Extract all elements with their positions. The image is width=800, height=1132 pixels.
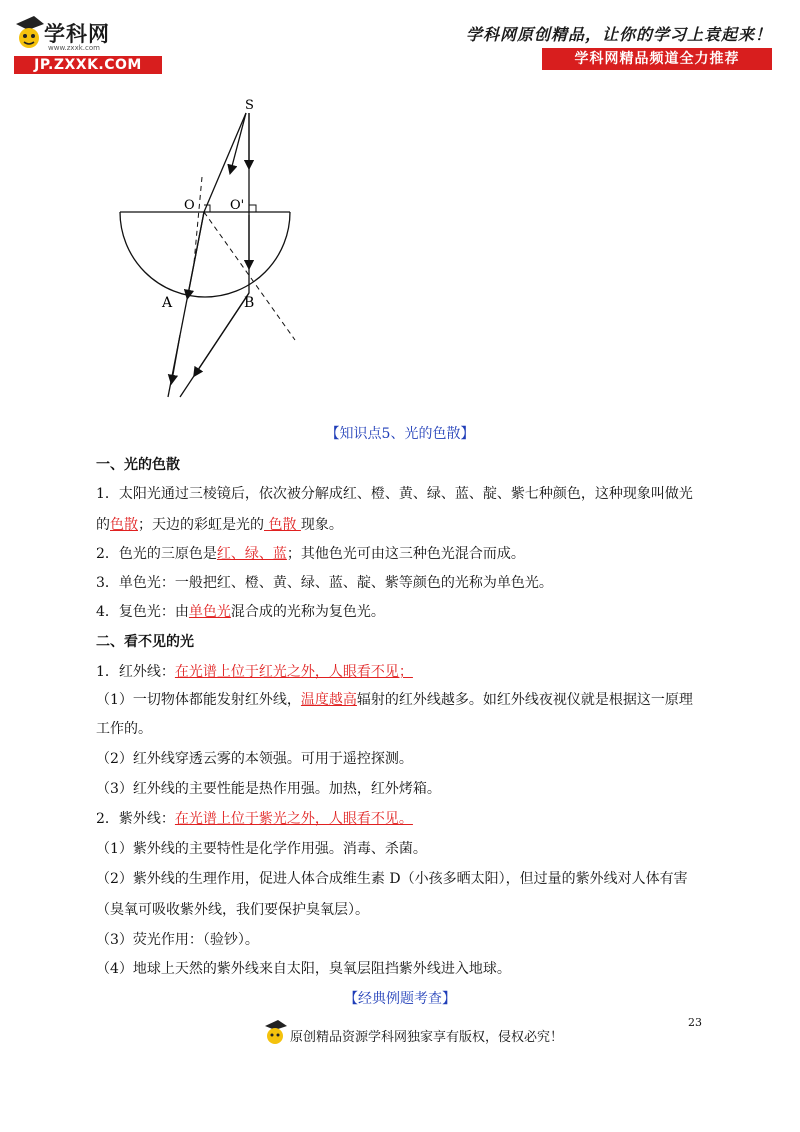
uv-point4: （4）地球上天然的紫外线来自太阳，臭氧层阻挡紫外线进入地球。 (96, 961, 511, 977)
refraction-diagram (100, 95, 310, 405)
uv-point1: （1）紫外线的主要特性是化学作用强。消毒、杀菌。 (96, 841, 427, 857)
ir-line: 1．红外线：在光谱上位于红光之外，人眼看不见； (96, 664, 413, 680)
logo-url: JP.ZXXK.COM (14, 56, 162, 74)
uv-line: 2．紫外线：在光谱上位于紫光之外，人眼看不见。 (96, 811, 413, 827)
header-slogan: 学科网原创精品，让你的学习上袁起来！ (465, 25, 772, 44)
ir-point2: （2）红外线穿透云雾的本领强。可用于遥控探测。 (96, 751, 413, 767)
channel-banner: 学科网精品频道全力推荐 (542, 48, 772, 70)
example-title: 【经典例题考查】 (344, 991, 456, 1007)
page-number: 23 (688, 1016, 702, 1029)
label-s: S (245, 98, 254, 113)
label-b: B (244, 295, 255, 311)
sec1-line1-cont: 的色散；天边的彩虹是光的 色散 现象。 (96, 517, 343, 533)
logo-brand: 学科网 (44, 22, 110, 46)
mascot-icon (10, 14, 46, 54)
logo-subtitle: www.zxxk.com (48, 44, 100, 52)
semicircle-glass (120, 212, 290, 297)
ir-point1: （1）一切物体都能发射红外线，温度越高辐射的红外线越多。如红外线夜视仪就是根据这一原理 (96, 692, 693, 708)
ir-point3: （3）红外线的主要性能是热作用强。加热，红外烤箱。 (96, 781, 441, 797)
section1-heading: 一、光的色散 (96, 457, 180, 473)
sec1-line3: 3．单色光：一般把红、橙、黄、绿、蓝、靛、紫等颜色的光称为单色光。 (96, 575, 553, 591)
sec1-line4: 4．复色光：由单色光混合成的光称为复色光。 (96, 604, 385, 620)
uv-point3: （3）荧光作用：（验钞）。 (96, 932, 259, 948)
knowledge-point-title: 【知识点5、光的色散】 (325, 426, 475, 442)
uv-point2-cont: （臭氧可吸收紫外线，我们要保护臭氧层）。 (96, 902, 369, 918)
normal-dashed (194, 177, 202, 263)
zxxk-logo (8, 14, 168, 76)
sec1-line2: 2．色光的三原色是红、绿、蓝；其他色光可由这三种色光混合而成。 (96, 546, 525, 562)
ir-point1-cont: 工作的。 (96, 721, 152, 737)
mascot-icon (262, 1018, 288, 1048)
uv-point2: （2）紫外线的生理作用，促进人体合成维生素 D（小孩多晒太阳），但过量的紫外线对人体有害 (96, 871, 688, 887)
copyright-footer (262, 1018, 582, 1050)
section2-heading: 二、看不见的光 (96, 634, 194, 650)
footer-text: 原创精品资源学科网独家享有版权，侵权必究！ (290, 1030, 564, 1045)
label-o: O (184, 198, 195, 213)
sec1-line1: 1．太阳光通过三棱镜后，依次被分解成红、橙、黄、绿、蓝、靛、紫七种颜色，这种现象叫做光 (96, 486, 693, 502)
label-a: A (162, 295, 173, 311)
label-o-prime: O' (230, 198, 245, 213)
